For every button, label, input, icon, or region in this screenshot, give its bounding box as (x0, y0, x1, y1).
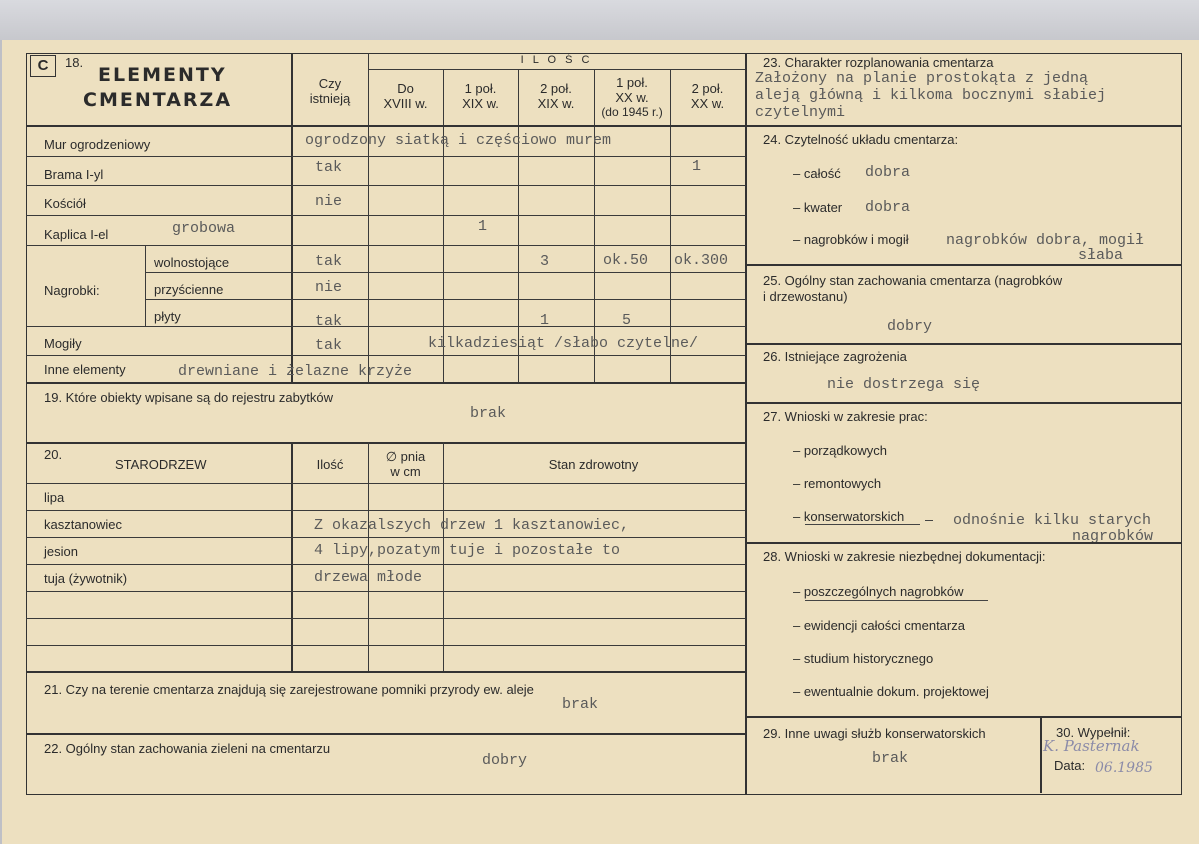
ilosc-header: I L O Ś C (520, 54, 593, 66)
s25-label-1: 25. Ogólny stan zachowania cmentarza (nagrobków (763, 273, 1063, 288)
s27-item-remontowych: – remontowych (793, 476, 882, 491)
s20-note-line2: 4 lipy,pozatym tuje i pozostałe to (314, 542, 621, 559)
s30-signature: K. Pasternak (1043, 737, 1140, 755)
s25-value: dobry (887, 318, 933, 335)
entry-plyty-1xx: 5 (622, 312, 632, 329)
s23-line3: czytelnymi (755, 104, 846, 121)
s24-nagrobkow-value-1: nagrobków dobra, mogił (946, 232, 1145, 249)
s28-item-studium: – studium historycznego (793, 651, 934, 666)
s27-value-1: odnośnie kilku starych (953, 512, 1152, 529)
tree-row-kasztanowiec: kasztanowiec (44, 517, 123, 532)
period-2-line2: XIX w. (462, 96, 499, 111)
s18-title-line2: CMENTARZA (83, 89, 233, 111)
row-label-brama: Brama I-yl (44, 167, 104, 182)
entry-wolno-2xx: ok.300 (674, 252, 729, 269)
s20-col-qty: Ilość (316, 457, 344, 472)
s27-item-porzadkowych: – porządkowych (793, 443, 887, 458)
s28-label: 28. Wnioski w zakresie niezbędnej dokumentacji: (763, 549, 1046, 564)
period-3-line1: 2 poł. (540, 81, 572, 96)
period-4-line1: 1 poł. (616, 75, 648, 90)
period-2-line1: 1 poł. (464, 81, 497, 96)
s26-value: nie dostrzega się (827, 376, 981, 393)
tree-row-jesion: jesion (44, 544, 78, 559)
period-1-line2: XVIII w. (383, 96, 428, 111)
s18-title-line1: ELEMENTY (98, 64, 227, 86)
s20-number: 20. (44, 447, 63, 462)
period-1-line1: Do (397, 81, 414, 96)
s30-date-label: Data: (1054, 758, 1086, 773)
s24-label: 24. Czytelność układu cmentarza: (763, 132, 959, 147)
s23-line1: Założony na planie prostokąta z jedną (755, 70, 1089, 87)
entry-przysc-exists: nie (315, 279, 343, 296)
period-4-line3: (do 1945 r.) (601, 105, 663, 119)
section-letter: C (37, 57, 49, 74)
period-5-line2: XX w. (690, 96, 725, 111)
s24-kwater-label: – kwater (793, 200, 843, 215)
entry-wolno-exists: tak (315, 253, 343, 270)
s27-label: 27. Wnioski w zakresie prac: (763, 409, 928, 424)
s19-value: brak (470, 405, 507, 422)
s24-kwater-value: dobra (865, 199, 911, 216)
s27-value-2: nagrobków (1072, 528, 1154, 545)
s29-label: 29. Inne uwagi służb konserwatorskich (763, 726, 986, 741)
s23-label: 23. Charakter rozplanowania cmentarza (763, 55, 994, 70)
row-label-nagrobki: Nagrobki: (44, 283, 100, 298)
col-exists-label-2: istnieją (309, 91, 351, 106)
entry-inne-text: drewniane i żelazne krzyże (178, 363, 413, 380)
s28-item-nagrobkow: – poszczególnych nagrobków (793, 584, 964, 599)
s21-value: brak (562, 696, 599, 713)
entry-brama-exists: tak (315, 159, 343, 176)
row-label-plyty: płyty (154, 309, 181, 324)
entry-plyty-exists: tak (315, 313, 343, 330)
s24-calosc-label: – całość (793, 166, 841, 181)
entry-kaplica-1xix: 1 (478, 218, 488, 235)
s21-label: 21. Czy na terenie cmentarza znajdują się zarejestrowane pomniki przyrody ew. aleje (44, 682, 534, 697)
s19-label: 19. Które obiekty wpisane są do rejestru zabytków (44, 390, 334, 405)
s20-col-diam-2: w cm (390, 464, 421, 479)
scan-top-border (0, 0, 1199, 40)
period-4-line2: XX w. (615, 90, 649, 105)
entry-wolno-1xx: ok.50 (603, 252, 649, 269)
entry-mogily-text: kilkadziesiąt /słabo czytelne/ (428, 335, 699, 352)
entry-kaplica-type: grobowa (172, 220, 236, 237)
s20-note-line3: drzewa młode (314, 569, 423, 586)
s23-line2: aleją główną i kilkoma bocznymi słabiej (755, 87, 1107, 104)
period-5-line1: 2 poł. (691, 81, 724, 96)
s20-col-health: Stan zdrowotny (548, 457, 639, 472)
tree-row-lipa: lipa (44, 490, 65, 505)
row-label-przyscienne: przyścienne (154, 282, 224, 297)
s28-item-ewidencji: – ewidencji całości cmentarza (793, 618, 965, 633)
s28-item-projektowej: – ewentualnie dokum. projektowej (793, 684, 989, 699)
tree-row-tuja: tuja (żywotnik) (44, 571, 128, 586)
s29-value: brak (872, 750, 909, 767)
row-label-mogily: Mogiły (44, 336, 82, 351)
row-label-kaplica: Kaplica I-el (44, 227, 109, 242)
s26-label: 26. Istniejące zagrożenia (763, 349, 907, 364)
s18-number: 18. (65, 55, 84, 70)
entry-mogily-exists: tak (315, 337, 343, 354)
entry-mur: ogrodzony siatką i częściowo murem (305, 132, 612, 149)
period-3-line2: XIX w. (537, 96, 575, 111)
row-label-mur: Mur ogrodzeniowy (44, 137, 151, 152)
row-label-kosciol: Kościół (44, 196, 86, 211)
entry-brama-2xx: 1 (692, 158, 702, 175)
row-label-wolnostojace: wolnostojące (154, 255, 230, 270)
s22-value: dobry (482, 752, 528, 769)
s25-label-2: i drzewostanu) (763, 289, 848, 304)
s24-calosc-value: dobra (865, 164, 911, 181)
col-exists-label-1: Czy (318, 76, 342, 91)
s24-nagrobkow-label: – nagrobków i mogił (793, 232, 909, 247)
s20-title: STARODRZEW (115, 457, 207, 472)
entry-plyty-2xix: 1 (540, 312, 550, 329)
s22-label: 22. Ogólny stan zachowania zieleni na cmentarzu (44, 741, 331, 756)
s30-label: 30. Wypełnił: (1056, 725, 1131, 740)
s30-date-value: 06.1985 (1095, 760, 1153, 776)
s24-nagrobkow-value-2: słaba (1078, 247, 1124, 264)
s20-note-line1: Z okazalszych drzew 1 kasztanowiec, (314, 517, 630, 534)
entry-wolno-2xix: 3 (540, 253, 550, 270)
row-label-inne: Inne elementy (44, 362, 126, 377)
s27-item-konserwatorskich: – konserwatorskich (793, 509, 905, 524)
entry-kosciol-exists: nie (315, 193, 343, 210)
s20-col-diam-1: ∅ pnia (385, 449, 426, 464)
